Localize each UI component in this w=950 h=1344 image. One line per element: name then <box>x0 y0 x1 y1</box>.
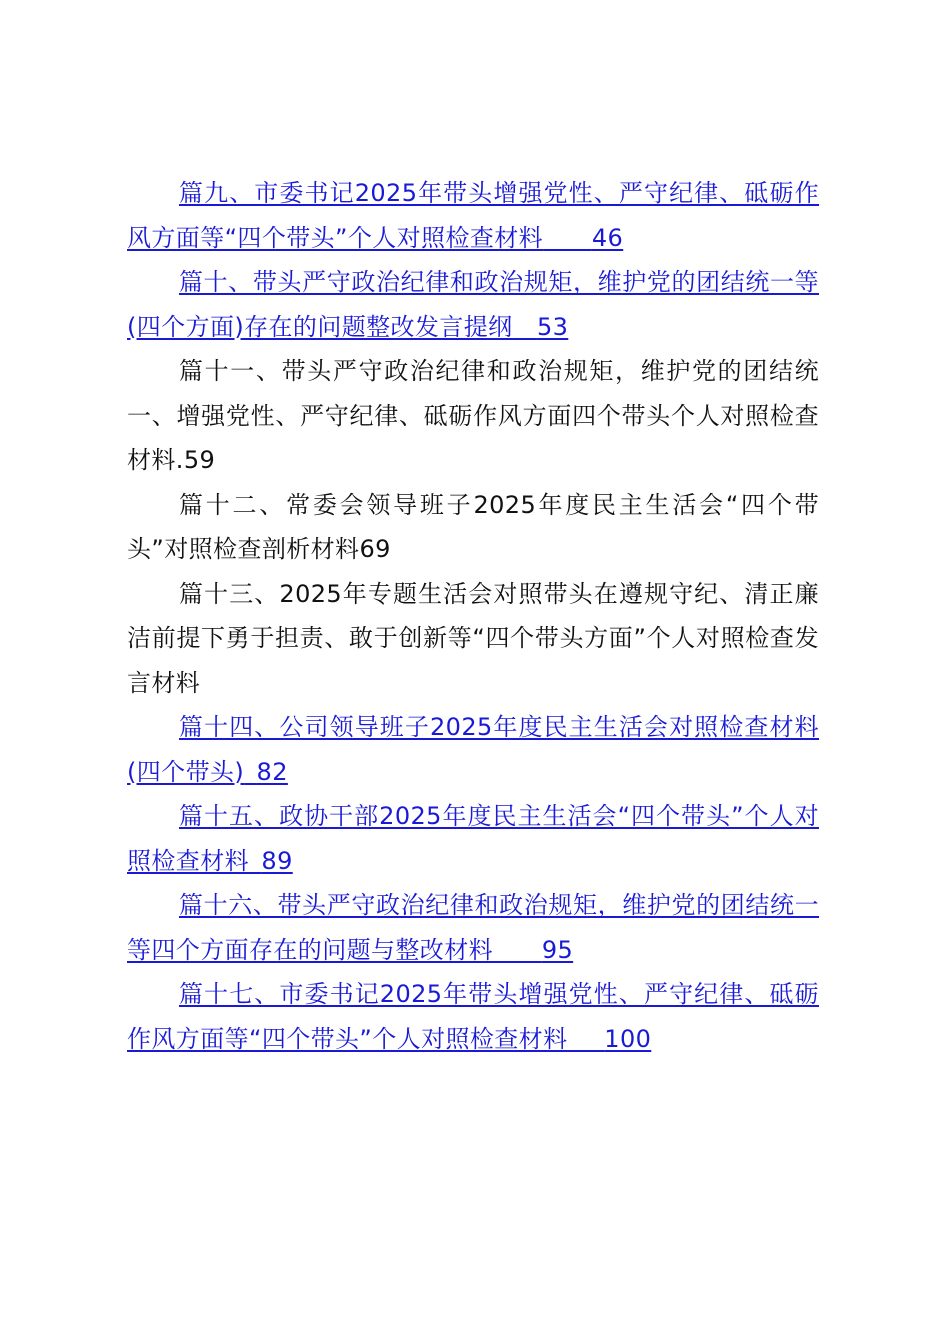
toc-entry-page: 69 <box>359 535 391 563</box>
toc-entry-page: 82 <box>256 757 288 786</box>
toc-entry-title: 篇十六、带头严守政治纪律和政治规矩，维护党的团结统一等四个方面存在的问题与整改材料 <box>127 891 819 964</box>
toc-entry-15[interactable] <box>127 794 819 883</box>
toc-entry-title: 篇九、市委书记2025年带头增强党性、严守纪律、砥砺作风方面等“四个带头”个人对照检查材料 <box>127 179 819 252</box>
toc-entry-17[interactable] <box>127 972 819 1061</box>
toc-entry-9[interactable] <box>127 171 819 260</box>
table-of-contents <box>127 171 819 1061</box>
toc-entry-page: 59 <box>183 446 216 474</box>
toc-entry-page: 46 <box>591 223 624 252</box>
toc-entry-title: 篇十一、带头严守政治纪律和政治规矩，维护党的团结统一、增强党性、严守纪律、砥砺作风方面四个带头个人对照检查材料. <box>127 357 819 474</box>
toc-entry-16[interactable] <box>127 883 819 972</box>
toc-entry-title: 篇十五、政协干部2025年度民主生活会“四个带头”个人对照检查材料 <box>127 802 819 875</box>
toc-entry-page: 100 <box>604 1024 652 1053</box>
toc-entry-title: 篇十七、市委书记2025年带头增强党性、严守纪律、砥砺作风方面等“四个带头”个人对照检查材料 <box>127 980 819 1053</box>
toc-entry-title: 篇十、带头严守政治纪律和政治规矩，维护党的团结统一等(四个方面)存在的问题整改发言提纲 <box>127 268 819 341</box>
toc-entry-13 <box>127 572 819 706</box>
toc-entry-title: 篇十二、常委会领导班子2025年度民主生活会“四个带头”对照检查剖析材料 <box>127 490 819 563</box>
toc-entry-page: 89 <box>261 846 293 875</box>
toc-entry-14[interactable] <box>127 705 819 794</box>
toc-entry-page: 53 <box>536 312 569 341</box>
toc-entry-title: 篇十四、公司领导班子2025年度民主生活会对照检查材料(四个带头) <box>127 713 819 786</box>
toc-entry-page: 95 <box>541 935 574 964</box>
toc-entry-11 <box>127 349 819 483</box>
toc-entry-12 <box>127 483 819 572</box>
toc-entry-title: 篇十三、2025年专题生活会对照带头在遵规守纪、清正廉洁前提下勇于担责、敢于创新等“四个带头方面”个人对照检查发言材料 <box>127 579 819 697</box>
toc-entry-10[interactable] <box>127 260 819 349</box>
